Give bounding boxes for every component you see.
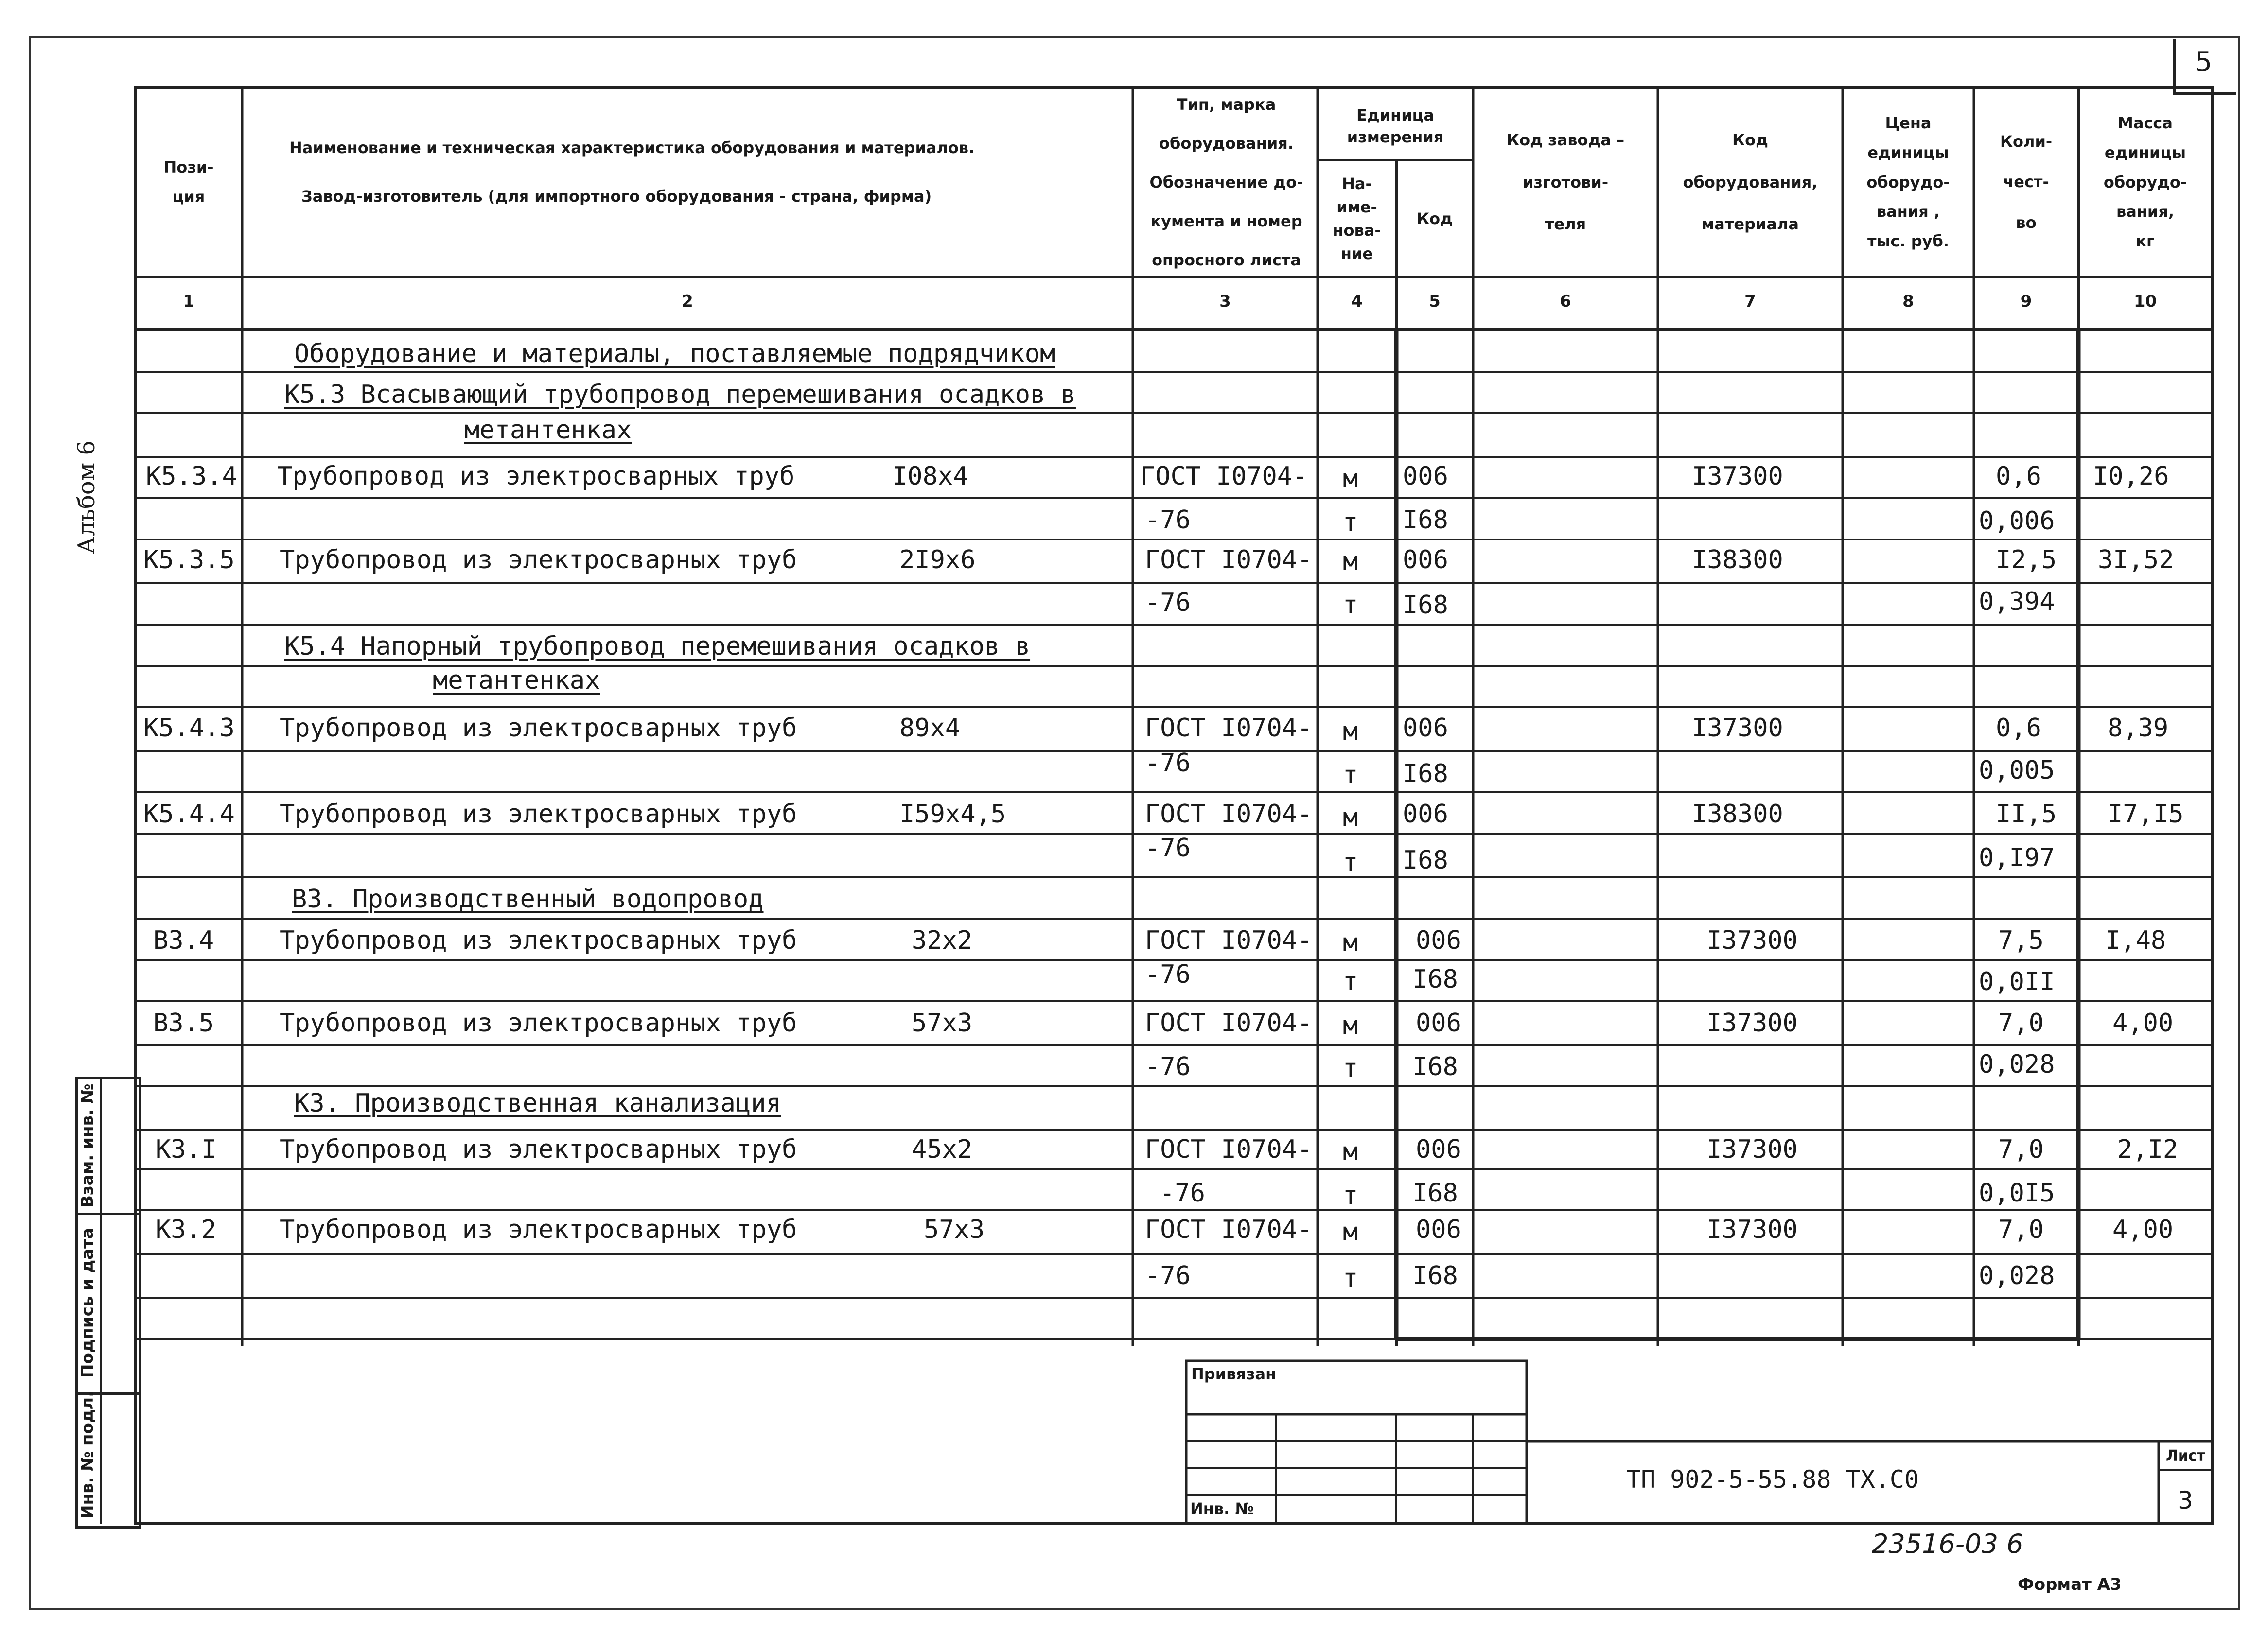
row-doc-cont: -76: [1145, 1052, 1191, 1081]
row-code: 006: [1403, 545, 1448, 574]
row-code2: I68: [1412, 1052, 1458, 1081]
col-num-6: 6: [1560, 292, 1571, 311]
page-number: 5: [2195, 46, 2213, 78]
col-num-1: 1: [183, 292, 194, 311]
row-size: 57x3: [912, 1009, 973, 1038]
row-name: Трубопровод из электросварных труб: [280, 800, 797, 829]
row-position: В3.5: [153, 1009, 214, 1038]
row-doc-cont: -76: [1145, 834, 1191, 863]
row-material-code: I37300: [1706, 926, 1798, 955]
row-size: 32x2: [912, 926, 973, 955]
row-qty2: 0,I97: [1979, 843, 2055, 872]
row-mass: 3I,52: [2098, 545, 2174, 574]
col-num-3: 3: [1219, 292, 1231, 311]
row-unit2: т: [1343, 591, 1358, 620]
col-num-5: 5: [1429, 292, 1441, 311]
section-k54-line2: метантенках: [433, 666, 600, 695]
row-material-code: I37300: [1692, 714, 1783, 743]
row-material-code: I37300: [1706, 1135, 1798, 1164]
col-num-8: 8: [1902, 292, 1914, 311]
section-intro: Оборудование и материалы, поставляемые подрядчиком: [294, 339, 1055, 368]
row-qty: 7,0: [1998, 1135, 2044, 1164]
row-name: Трубопровод из электросварных труб: [280, 1009, 797, 1038]
row-code: 006: [1416, 926, 1461, 955]
row-code: 006: [1403, 714, 1448, 743]
row-position: К5.4.3: [143, 714, 235, 743]
row-doc: ГОСТ I0704-: [1145, 714, 1313, 743]
header-position: Пози- ция: [163, 158, 214, 206]
row-unit2: т: [1343, 967, 1358, 996]
row-mass: I0,26: [2093, 462, 2169, 491]
row-doc: ГОСТ I0704-: [1145, 1135, 1313, 1164]
row-unit: м: [1343, 928, 1358, 957]
row-unit2: т: [1343, 1264, 1358, 1293]
row-name: Трубопровод из электросварных труб: [280, 545, 797, 574]
row-qty: 7,0: [1998, 1009, 2044, 1038]
row-doc-cont: -76: [1145, 1261, 1191, 1290]
row-name: Трубопровод из электросварных труб: [277, 462, 795, 491]
header-name-line1: Наименование и техническая характеристика оборудования и материалов.: [289, 139, 975, 157]
row-unit2: т: [1343, 1054, 1358, 1083]
header-type: Тип, марка оборудования. Обозначение до- кумента и номер опросного листа: [1149, 95, 1303, 269]
row-name: Трубопровод из электросварных труб: [280, 926, 797, 955]
podpis-data-label: Подпись и дата: [78, 1228, 97, 1378]
row-doc: ГОСТ I0704-: [1145, 926, 1313, 955]
row-position: К5.4.4: [143, 800, 235, 829]
row-qty2: 0,0II: [1979, 967, 2055, 996]
row-unit2: т: [1343, 848, 1358, 877]
stamp-sheet-number: 3: [2178, 1486, 2193, 1514]
header-material-code: Код оборудования, материала: [1683, 131, 1818, 234]
row-doc-cont: -76: [1160, 1179, 1205, 1208]
vzam-inv-label: Взам. инв. №: [78, 1083, 97, 1208]
col-num-9: 9: [2020, 292, 2032, 311]
row-qty2: 0,028: [1979, 1261, 2055, 1290]
col-num-2: 2: [682, 292, 693, 311]
row-unit: м: [1343, 803, 1358, 832]
row-mass: 8,39: [2108, 714, 2169, 743]
row-qty2: 0,0I5: [1979, 1179, 2055, 1208]
row-doc-cont: -76: [1145, 960, 1191, 989]
inv-podl-label: Инв. № подл.: [78, 1391, 97, 1519]
row-position: К5.3.4: [146, 462, 237, 491]
section-k54-line1: К5.4 Напорный трубопровод перемешивания осадков в: [284, 632, 1031, 661]
row-qty: 0,6: [1996, 462, 2041, 491]
row-size: 89x4: [899, 714, 961, 743]
row-code: 006: [1403, 800, 1448, 829]
row-material-code: I37300: [1706, 1009, 1798, 1038]
row-qty2: 0,005: [1979, 756, 2055, 785]
row-code: 006: [1403, 462, 1448, 491]
row-unit: м: [1343, 1137, 1358, 1166]
section-k53-line1: К5.3 Всасывающий трубопровод перемешивания осадков в: [284, 380, 1076, 409]
row-unit: м: [1343, 717, 1358, 746]
header-factory-code: Код завода – изготови- теля: [1506, 131, 1625, 234]
row-unit2: т: [1343, 761, 1358, 790]
row-qty2: 0,394: [1979, 587, 2055, 616]
row-name: Трубопровод из электросварных труб: [280, 1215, 797, 1244]
stamp-handwritten-number: 23516-03 6: [1872, 1529, 2023, 1559]
row-position: К5.3.5: [143, 545, 235, 574]
row-doc: ГОСТ I0704-: [1145, 545, 1313, 574]
row-doc: ГОСТ I0704-: [1145, 1215, 1313, 1244]
row-unit: м: [1343, 464, 1358, 493]
row-code2: I68: [1412, 1261, 1458, 1290]
row-qty: II,5: [1996, 800, 2057, 829]
row-doc: ГОСТ I0704-: [1140, 462, 1308, 491]
row-position: К3.2: [156, 1215, 217, 1244]
row-code2: I68: [1412, 1179, 1458, 1208]
row-material-code: I38300: [1692, 800, 1783, 829]
row-name: Трубопровод из электросварных труб: [280, 1135, 797, 1164]
row-code2: I68: [1403, 505, 1448, 535]
row-size: 45x2: [912, 1135, 973, 1164]
row-mass: I,48: [2105, 926, 2166, 955]
row-material-code: I38300: [1692, 545, 1783, 574]
row-qty: I2,5: [1996, 545, 2057, 574]
row-size: 2I9x6: [899, 545, 976, 574]
row-code2: I68: [1412, 965, 1458, 994]
row-unit: м: [1343, 1218, 1358, 1247]
row-material-code: I37300: [1692, 462, 1783, 491]
row-qty: 7,0: [1998, 1215, 2044, 1244]
row-code2: I68: [1403, 591, 1448, 620]
row-unit: м: [1343, 547, 1358, 576]
section-b3: В3. Производственный водопровод: [292, 885, 764, 914]
row-code: 006: [1416, 1009, 1461, 1038]
stamp-sheet-label: Лист: [2166, 1447, 2206, 1464]
section-k53-line2: метантенках: [464, 416, 632, 445]
row-qty2: 0,028: [1979, 1050, 2055, 1079]
row-code2: I68: [1403, 846, 1448, 875]
row-code: 006: [1416, 1135, 1461, 1164]
row-qty2: 0,006: [1979, 506, 2055, 536]
stamp-inv-no: Инв. №: [1190, 1499, 1254, 1518]
header-mass: Масса единицы оборудо- вания, кг: [2103, 114, 2187, 251]
row-unit2: т: [1343, 508, 1358, 537]
section-k3: К3. Производственная канализация: [294, 1089, 781, 1118]
row-size: 57x3: [924, 1215, 985, 1244]
row-size: I08x4: [892, 462, 968, 491]
row-code2: I68: [1403, 759, 1448, 788]
row-mass: 2,I2: [2117, 1135, 2179, 1164]
row-material-code: I37300: [1706, 1215, 1798, 1244]
row-position: К3.I: [156, 1135, 217, 1164]
row-code: 006: [1416, 1215, 1461, 1244]
header-unit-name: На- име- нова- ние: [1333, 174, 1381, 263]
row-mass: 4,00: [2112, 1215, 2174, 1244]
row-doc-cont: -76: [1145, 505, 1191, 535]
row-unit2: т: [1343, 1181, 1358, 1210]
col-num-10: 10: [2133, 292, 2157, 311]
stamp-privyazan: Привязан: [1191, 1365, 1277, 1383]
header-quantity: Коли- чест- во: [2000, 132, 2053, 232]
row-unit: м: [1343, 1011, 1358, 1040]
row-qty: 0,6: [1996, 714, 2041, 743]
header-unit: Единица измерения: [1347, 106, 1444, 146]
col-num-7: 7: [1744, 292, 1756, 311]
row-name: Трубопровод из электросварных труб: [280, 714, 797, 743]
row-mass: I7,I5: [2108, 800, 2184, 829]
stamp-format: Формат А3: [2018, 1575, 2122, 1594]
stamp-doc-code: ТП 902-5-55.88 ТХ.С0: [1626, 1465, 1919, 1494]
col-num-4: 4: [1351, 292, 1363, 311]
row-doc: ГОСТ I0704-: [1145, 1009, 1313, 1038]
row-size: I59x4,5: [899, 800, 1006, 829]
row-position: В3.4: [153, 926, 214, 955]
header-price: Цена единицы оборудо- вания , тыс. руб.: [1866, 114, 1950, 251]
row-doc-cont: -76: [1145, 748, 1191, 778]
row-doc-cont: -76: [1145, 588, 1191, 617]
album-label: Альбом 6: [73, 440, 100, 554]
header-unit-code: Код: [1417, 209, 1453, 228]
row-doc: ГОСТ I0704-: [1145, 800, 1313, 829]
header-name-line2: Завод-изготовитель (для импортного оборудования - страна, фирма): [301, 187, 932, 206]
row-mass: 4,00: [2112, 1009, 2174, 1038]
row-qty: 7,5: [1998, 926, 2044, 955]
